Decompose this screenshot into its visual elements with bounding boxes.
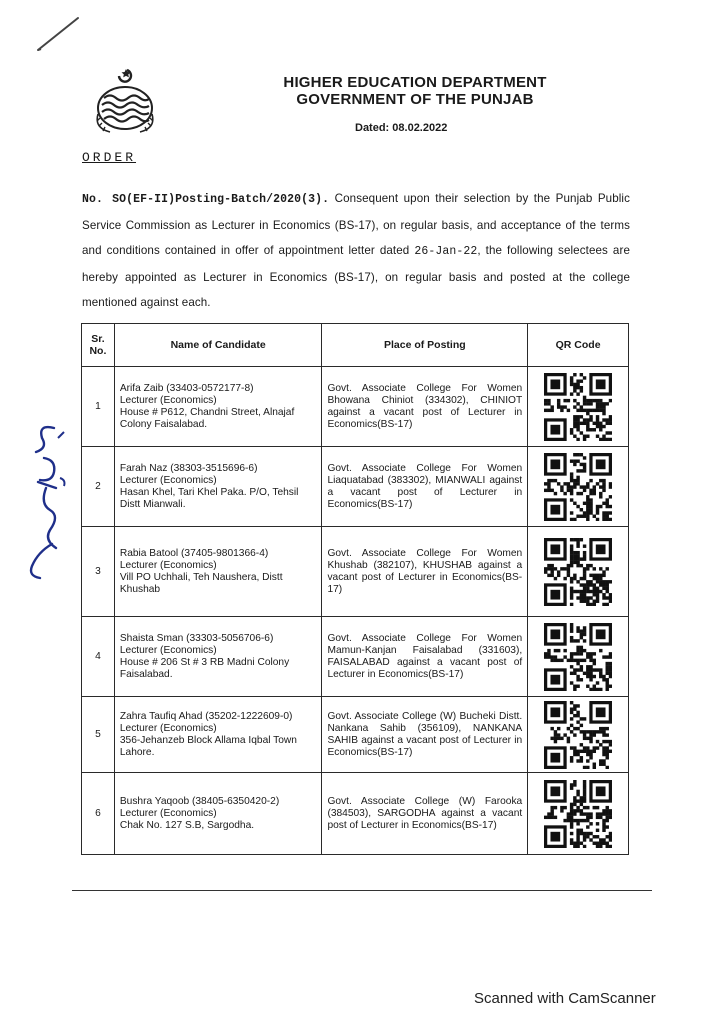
candidate-address: House # 206 St # 3 RB Madni Colony Faisalabad. — [119, 656, 290, 680]
order-text-part2: , the following selectees are hereby appointed as Lecturer in Economics (BS-17), on regular basis and posted at the college mentioned against each. — [82, 244, 630, 309]
qr-code-icon — [544, 538, 612, 606]
cell-sr-no: 4 — [82, 617, 115, 697]
candidate-designation: Lecturer (Economics) — [119, 394, 217, 406]
cell-candidate — [114, 697, 322, 773]
candidate-name-cnic: Arifa Zaib (33403-0572177-8) — [119, 382, 254, 394]
cell-candidate — [114, 527, 322, 617]
table-row — [82, 617, 629, 697]
order-title: ORDER — [82, 150, 137, 165]
cell-place-of-posting: Govt. Associate College (W) Farooka (384503), SARGODHA against a vacant post of Lecturer in Economics(BS-17) — [322, 773, 528, 855]
header-name-of-candidate: Name of Candidate — [114, 324, 322, 367]
cell-sr-no: 3 — [82, 527, 115, 617]
table-row — [82, 527, 629, 617]
qr-code-icon — [544, 623, 612, 691]
candidate-designation: Lecturer (Economics) — [119, 559, 217, 571]
cell-candidate — [114, 617, 322, 697]
order-body — [82, 186, 630, 316]
cell-sr-no: 5 — [82, 697, 115, 773]
cell-qr-code — [528, 447, 629, 527]
cell-qr-code — [528, 527, 629, 617]
qr-code-icon — [544, 701, 612, 769]
government-name: GOVERNMENT OF THE PUNJAB — [296, 91, 534, 108]
candidate-address: House # P612, Chandni Street, Alnajaf Colony Faisalabad. — [119, 406, 295, 430]
candidate-address: Hasan Khel, Tari Khel Paka. P/O, Tehsil Distt Mianwali. — [119, 486, 299, 510]
qr-code-icon — [544, 373, 612, 441]
document-header — [250, 74, 580, 108]
qr-code-icon — [544, 780, 612, 848]
candidate-address: Chak No. 127 S.B, Sargodha. — [119, 819, 255, 831]
cell-candidate — [114, 773, 322, 855]
candidate-designation: Lecturer (Economics) — [119, 474, 217, 486]
candidate-address: 356-Jehanzeb Block Allama Iqbal Town Lahore. — [119, 734, 297, 758]
cell-place-of-posting: Govt. Associate College For Women Mamun-Kanjan Faisalabad (331603), FAISALABAD against a vacant post of Lecturer in Economics(BS-17) — [322, 617, 528, 697]
candidate-name-cnic: Bushra Yaqoob (38405-6350420-2) — [119, 795, 280, 807]
cell-sr-no: 2 — [82, 447, 115, 527]
candidate-designation: Lecturer (Economics) — [119, 807, 217, 819]
header-qr-code: QR Code — [528, 324, 629, 367]
cell-place-of-posting: Govt. Associate College For Women Liaquatabad (383302), MIANWALI against a vacant post of Lecturer in Economics(BS-17) — [322, 447, 528, 527]
table-header-row — [82, 324, 629, 367]
table-row — [82, 367, 629, 447]
cell-candidate — [114, 367, 322, 447]
camscanner-watermark: Scanned with CamScanner — [474, 990, 656, 1007]
candidate-address: Vill PO Uchhali, Teh Naushera, Distt Khushab — [119, 571, 283, 595]
order-reference-number: No. SO(EF-II)Posting-Batch/2020(3). — [82, 193, 330, 206]
qr-code-icon — [544, 453, 612, 521]
cell-sr-no: 6 — [82, 773, 115, 855]
candidate-designation: Lecturer (Economics) — [119, 722, 217, 734]
table-row — [82, 447, 629, 527]
document-date: Dated: 08.02.2022 — [355, 122, 448, 134]
header-place-of-posting: Place of Posting — [322, 324, 528, 367]
handwritten-signature — [14, 418, 72, 586]
pen-stroke-mark — [34, 14, 82, 54]
punjab-emblem-icon — [92, 66, 158, 138]
cell-place-of-posting: Govt. Associate College (W) Bucheki Distt. Nankana Sahib (356109), NANKANA SAHIB against a vacant post of Lecturer in Economics(BS-17) — [322, 697, 528, 773]
cell-place-of-posting: Govt. Associate College For Women Khushab (382107), KHUSHAB against a vacant post of Lecturer in Economics(BS-17) — [322, 527, 528, 617]
posting-table — [81, 323, 629, 855]
department-name: HIGHER EDUCATION DEPARTMENT — [283, 74, 547, 91]
cell-place-of-posting: Govt. Associate College For Women Bhowana Chiniot (334302), CHINIOT against a vacant post of Lecturer in Economics(BS-17) — [322, 367, 528, 447]
cell-qr-code — [528, 697, 629, 773]
table-row — [82, 697, 629, 773]
offer-letter-date: 26-Jan-22 — [414, 245, 478, 258]
header-sr-no: Sr. No. — [82, 324, 115, 367]
candidate-name-cnic: Rabia Batool (37405-9801366-4) — [119, 547, 269, 559]
cell-candidate — [114, 447, 322, 527]
bottom-divider — [72, 890, 652, 891]
cell-qr-code — [528, 617, 629, 697]
candidate-designation: Lecturer (Economics) — [119, 644, 217, 656]
cell-sr-no: 1 — [82, 367, 115, 447]
table-row — [82, 773, 629, 855]
cell-qr-code — [528, 773, 629, 855]
cell-qr-code — [528, 367, 629, 447]
candidate-name-cnic: Shaista Sman (33303-5056706-6) — [119, 632, 274, 644]
candidate-name-cnic: Zahra Taufiq Ahad (35202-1222609-0) — [119, 710, 293, 722]
order-text-part1: Consequent upon their selection by the Punjab Public Service Commission as Lecturer in Economics (BS-17), on regular basis, and acceptance of the terms and conditions contained in offer of appointment letter dated — [82, 192, 630, 257]
candidate-name-cnic: Farah Naz (38303-3515696-6) — [119, 462, 258, 474]
